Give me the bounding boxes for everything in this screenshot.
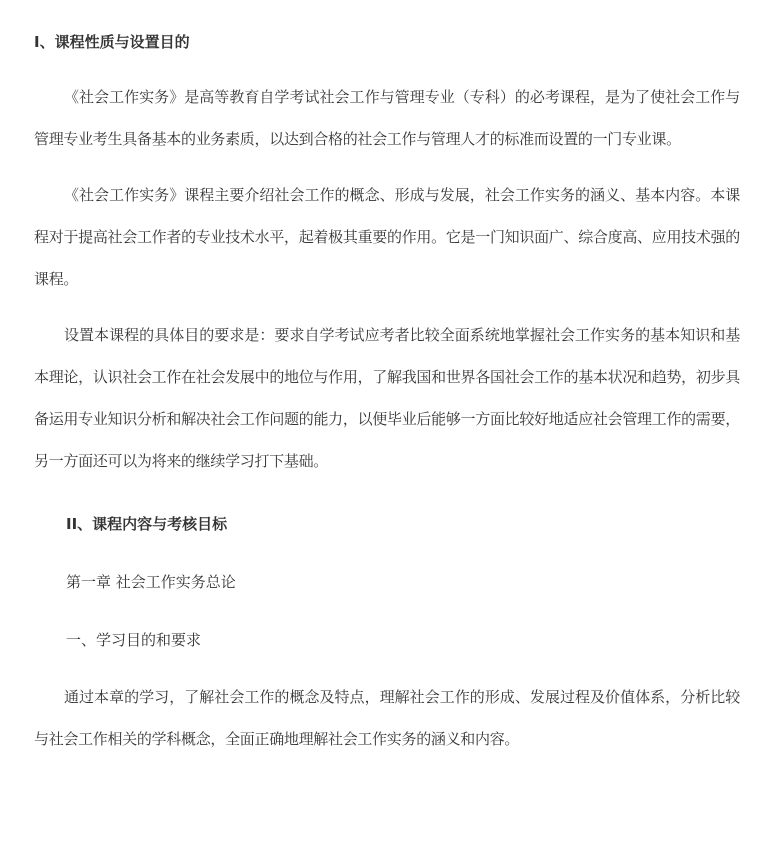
section-title-course-content: II、课程内容与考核目标 [66,515,228,533]
subsection-title: 一、学习目的和要求 [66,631,202,649]
paragraph-course-goals: 设置本课程的具体目的要求是：要求自学考试应考者比较全面系统地掌握社会工作实务的基本知识和基本理论，认识社会工作在社会发展中的地位与作用，了解我国和世界各国社会工作的基本状况和趋势，初步具备运用专业知识分析和解决社会工作问题的能力，以便毕业后能够一方面比较好地适应社会管理工作的需要，另一方面还可以为将来的继续学习打下基础。 [34,326,740,470]
section-title-course-nature: I、课程性质与设置目的 [34,33,190,51]
paragraph-learning-goals: 通过本章的学习，了解社会工作的概念及特点，理解社会工作的形成、发展过程及价值体系，分析比较与社会工作相关的学科概念，全面正确地理解社会工作实务的涵义和内容。 [34,688,740,748]
paragraph-course-intro: 《社会工作实务》是高等教育自学考试社会工作与管理专业（专科）的必考课程，是为了使社会工作与管理专业考生具备基本的业务素质，以达到合格的社会工作与管理人才的标准而设置的一门专业课。 [34,88,740,148]
document-body [34,30,740,760]
paragraph-course-content: 《社会工作实务》课程主要介绍社会工作的概念、形成与发展，社会工作实务的涵义、基本内容。本课程对于提高社会工作者的专业技术水平，起着极其重要的作用。它是一门知识面广、综合度高、应用技术强的课程。 [34,186,740,288]
chapter-title: 第一章 社会工作实务总论 [66,573,236,591]
